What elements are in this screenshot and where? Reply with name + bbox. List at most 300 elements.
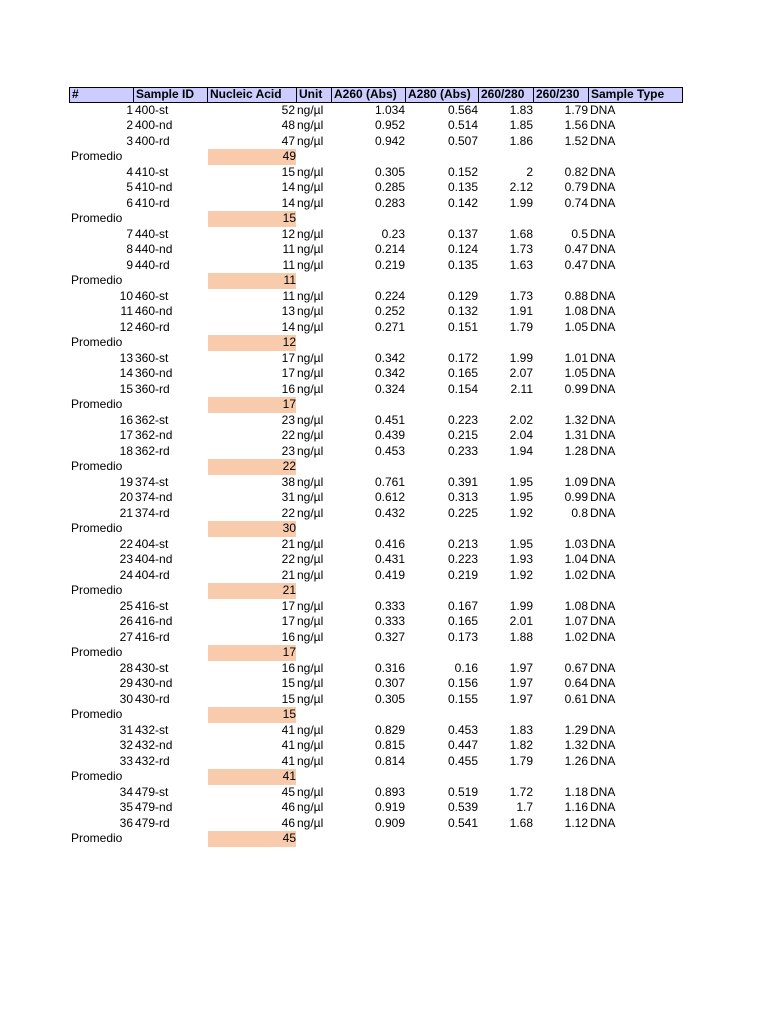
concentration-cell[interactable]: 17	[281, 366, 295, 380]
unit-cell[interactable]: ng/µl	[297, 614, 324, 628]
a280-cell[interactable]: 0.541	[447, 815, 478, 830]
row-number-cell[interactable]: 21	[119, 505, 133, 520]
a280-cell[interactable]: 0.165	[447, 366, 478, 380]
unit-cell[interactable]: ng/µl	[297, 366, 324, 380]
unit-cell[interactable]: ng/µl	[297, 443, 324, 458]
concentration-cell[interactable]: 14	[281, 180, 295, 194]
ratio-260-230-cell[interactable]: 1.32	[564, 738, 588, 752]
ratio-260-280-cell[interactable]: 1.94	[509, 443, 533, 458]
a280-cell[interactable]: 0.215	[447, 428, 478, 442]
ratio-260-230-cell[interactable]: 0.5	[571, 226, 588, 241]
unit-cell[interactable]: ng/µl	[297, 676, 324, 690]
ratio-260-280-cell[interactable]: 1.68	[509, 815, 533, 830]
ratio-260-280-cell[interactable]: 1.97	[509, 660, 533, 675]
a280-cell[interactable]: 0.225	[447, 505, 478, 520]
row-number-cell[interactable]: 23	[119, 552, 133, 566]
unit-cell[interactable]: ng/µl	[297, 288, 324, 303]
unit-cell[interactable]: ng/µl	[297, 304, 324, 318]
concentration-cell[interactable]: 12	[281, 226, 295, 241]
sample-type-cell[interactable]: DNA	[590, 753, 616, 768]
ratio-260-280-cell[interactable]: 1.63	[509, 257, 533, 272]
unit-cell[interactable]: ng/µl	[297, 722, 324, 737]
a260-cell[interactable]: 0.285	[374, 180, 405, 194]
sample-id-cell[interactable]: 430-st	[135, 660, 169, 675]
unit-cell[interactable]: ng/µl	[297, 350, 324, 365]
row-number-cell[interactable]: 30	[119, 691, 133, 706]
ratio-260-230-cell[interactable]: 1.03	[564, 536, 588, 551]
sample-id-cell[interactable]: 400-st	[135, 102, 169, 117]
ratio-260-280-cell[interactable]: 1.86	[509, 133, 533, 148]
concentration-cell[interactable]: 41	[281, 738, 295, 752]
sample-id-cell[interactable]: 440-rd	[135, 257, 170, 272]
sample-id-cell[interactable]: 410-nd	[135, 180, 173, 194]
ratio-260-230-cell[interactable]: 1.04	[564, 552, 588, 566]
sample-id-cell[interactable]: 479-rd	[135, 815, 170, 830]
unit-cell[interactable]: ng/µl	[297, 180, 324, 194]
unit-cell[interactable]: ng/µl	[297, 660, 324, 675]
unit-cell[interactable]: ng/µl	[297, 319, 324, 334]
sample-type-cell[interactable]: DNA	[590, 195, 616, 210]
concentration-cell[interactable]: 21	[281, 536, 295, 551]
concentration-cell[interactable]: 22	[281, 552, 295, 566]
row-number-cell[interactable]: 6	[126, 195, 133, 210]
row-number-cell[interactable]: 1	[126, 102, 133, 117]
unit-cell[interactable]: ng/µl	[297, 800, 324, 814]
concentration-cell[interactable]: 14	[281, 195, 295, 210]
concentration-cell[interactable]: 17	[281, 350, 295, 365]
a260-cell[interactable]: 1.034	[374, 102, 405, 117]
average-value-cell[interactable]: 12	[208, 335, 296, 351]
unit-cell[interactable]: ng/µl	[297, 784, 324, 799]
sample-type-cell[interactable]: DNA	[590, 738, 616, 752]
sample-type-cell[interactable]: DNA	[590, 180, 616, 194]
ratio-260-230-cell[interactable]: 0.67	[564, 660, 588, 675]
ratio-260-230-cell[interactable]: 1.18	[564, 784, 588, 799]
ratio-260-280-cell[interactable]: 1.95	[509, 490, 533, 504]
unit-cell[interactable]: ng/µl	[297, 428, 324, 442]
average-value-cell[interactable]: 22	[208, 459, 296, 475]
a280-cell[interactable]: 0.135	[447, 180, 478, 194]
a280-cell[interactable]: 0.142	[447, 195, 478, 210]
a260-cell[interactable]: 0.23	[381, 226, 405, 241]
unit-cell[interactable]: ng/µl	[297, 474, 324, 489]
sample-type-cell[interactable]: DNA	[590, 691, 616, 706]
header-a260[interactable]: A260 (Abs)	[331, 87, 406, 103]
concentration-cell[interactable]: 46	[281, 815, 295, 830]
a280-cell[interactable]: 0.313	[447, 490, 478, 504]
ratio-260-280-cell[interactable]: 1.79	[509, 319, 533, 334]
unit-cell[interactable]: ng/µl	[297, 505, 324, 520]
sample-id-cell[interactable]: 430-rd	[135, 691, 170, 706]
average-value-cell[interactable]: 11	[208, 273, 296, 289]
a260-cell[interactable]: 0.431	[374, 552, 405, 566]
ratio-260-280-cell[interactable]: 1.68	[509, 226, 533, 241]
concentration-cell[interactable]: 38	[281, 474, 295, 489]
a260-cell[interactable]: 0.305	[374, 164, 405, 179]
sample-id-cell[interactable]: 410-rd	[135, 195, 170, 210]
sample-type-cell[interactable]: DNA	[590, 505, 616, 520]
header-ratio-260-230[interactable]: 260/230	[533, 87, 589, 103]
unit-cell[interactable]: ng/µl	[297, 226, 324, 241]
ratio-260-230-cell[interactable]: 0.99	[564, 490, 588, 504]
a260-cell[interactable]: 0.307	[374, 676, 405, 690]
ratio-260-230-cell[interactable]: 0.64	[564, 676, 588, 690]
sample-type-cell[interactable]: DNA	[590, 490, 616, 504]
concentration-cell[interactable]: 48	[281, 118, 295, 132]
ratio-260-280-cell[interactable]: 1.95	[509, 536, 533, 551]
row-number-cell[interactable]: 4	[126, 164, 133, 179]
average-label[interactable]: Promedio	[71, 459, 123, 473]
row-number-cell[interactable]: 22	[119, 536, 133, 551]
sample-id-cell[interactable]: 432-rd	[135, 753, 170, 768]
concentration-cell[interactable]: 11	[282, 257, 295, 272]
ratio-260-280-cell[interactable]: 2.02	[509, 412, 533, 427]
concentration-cell[interactable]: 41	[281, 722, 295, 737]
a280-cell[interactable]: 0.453	[447, 722, 478, 737]
sample-type-cell[interactable]: DNA	[590, 614, 616, 628]
sample-type-cell[interactable]: DNA	[590, 304, 616, 318]
row-number-cell[interactable]: 19	[119, 474, 133, 489]
sample-type-cell[interactable]: DNA	[590, 443, 616, 458]
sample-id-cell[interactable]: 460-rd	[135, 319, 170, 334]
ratio-260-280-cell[interactable]: 1.97	[509, 676, 533, 690]
row-number-cell[interactable]: 16	[119, 412, 133, 427]
concentration-cell[interactable]: 41	[281, 753, 295, 768]
row-number-cell[interactable]: 9	[126, 257, 133, 272]
sample-id-cell[interactable]: 404-nd	[135, 552, 173, 566]
a260-cell[interactable]: 0.909	[374, 815, 405, 830]
sample-type-cell[interactable]: DNA	[590, 567, 616, 582]
a280-cell[interactable]: 0.539	[447, 800, 478, 814]
sample-type-cell[interactable]: DNA	[590, 676, 616, 690]
row-number-cell[interactable]: 12	[119, 319, 133, 334]
unit-cell[interactable]: ng/µl	[297, 815, 324, 830]
header-sample-id[interactable]: Sample ID	[133, 87, 208, 103]
ratio-260-280-cell[interactable]: 2	[526, 164, 533, 179]
sample-id-cell[interactable]: 362-st	[135, 412, 169, 427]
unit-cell[interactable]: ng/µl	[297, 257, 324, 272]
a260-cell[interactable]: 0.439	[374, 428, 405, 442]
unit-cell[interactable]: ng/µl	[297, 102, 324, 117]
sample-id-cell[interactable]: 360-rd	[135, 381, 170, 396]
unit-cell[interactable]: ng/µl	[297, 490, 324, 504]
unit-cell[interactable]: ng/µl	[297, 133, 324, 148]
sample-type-cell[interactable]: DNA	[590, 133, 616, 148]
concentration-cell[interactable]: 17	[281, 614, 295, 628]
a280-cell[interactable]: 0.156	[447, 676, 478, 690]
a260-cell[interactable]: 0.451	[374, 412, 405, 427]
ratio-260-280-cell[interactable]: 1.73	[509, 242, 533, 256]
sample-id-cell[interactable]: 416-rd	[135, 629, 170, 644]
ratio-260-230-cell[interactable]: 0.61	[564, 691, 588, 706]
average-label[interactable]: Promedio	[71, 397, 123, 411]
sample-type-cell[interactable]: DNA	[590, 536, 616, 551]
average-label[interactable]: Promedio	[71, 149, 123, 163]
row-number-cell[interactable]: 2	[126, 118, 133, 132]
ratio-260-280-cell[interactable]: 1.93	[509, 552, 533, 566]
row-number-cell[interactable]: 20	[119, 490, 133, 504]
sample-type-cell[interactable]: DNA	[590, 629, 616, 644]
row-number-cell[interactable]: 27	[119, 629, 133, 644]
average-value-cell[interactable]: 45	[208, 831, 296, 847]
sample-id-cell[interactable]: 432-st	[135, 722, 169, 737]
sample-id-cell[interactable]: 440-st	[135, 226, 169, 241]
ratio-260-280-cell[interactable]: 1.97	[509, 691, 533, 706]
a260-cell[interactable]: 0.333	[374, 614, 405, 628]
header-a280[interactable]: A280 (Abs)	[405, 87, 479, 103]
concentration-cell[interactable]: 14	[281, 319, 295, 334]
a280-cell[interactable]: 0.16	[454, 660, 478, 675]
a260-cell[interactable]: 0.416	[374, 536, 405, 551]
a280-cell[interactable]: 0.173	[447, 629, 478, 644]
ratio-260-230-cell[interactable]: 0.99	[564, 381, 588, 396]
concentration-cell[interactable]: 15	[281, 676, 295, 690]
a260-cell[interactable]: 0.761	[374, 474, 405, 489]
a260-cell[interactable]: 0.952	[374, 118, 405, 132]
header-unit[interactable]: Unit	[296, 87, 332, 103]
a280-cell[interactable]: 0.151	[447, 319, 478, 334]
ratio-260-230-cell[interactable]: 1.01	[564, 350, 588, 365]
sample-id-cell[interactable]: 374-rd	[135, 505, 170, 520]
average-value-cell[interactable]: 17	[208, 645, 296, 661]
ratio-260-230-cell[interactable]: 1.07	[564, 614, 588, 628]
header-nucleic-acid[interactable]: Nucleic Acid	[207, 87, 297, 103]
concentration-cell[interactable]: 23	[281, 443, 295, 458]
average-label[interactable]: Promedio	[71, 521, 123, 535]
a260-cell[interactable]: 0.214	[374, 242, 405, 256]
a260-cell[interactable]: 0.815	[374, 738, 405, 752]
concentration-cell[interactable]: 23	[281, 412, 295, 427]
a260-cell[interactable]: 0.432	[374, 505, 405, 520]
average-label[interactable]: Promedio	[71, 273, 123, 287]
unit-cell[interactable]: ng/µl	[297, 753, 324, 768]
a280-cell[interactable]: 0.152	[447, 164, 478, 179]
sample-id-cell[interactable]: 362-nd	[135, 428, 173, 442]
row-number-cell[interactable]: 36	[119, 815, 133, 830]
a260-cell[interactable]: 0.419	[374, 567, 405, 582]
row-number-cell[interactable]: 29	[119, 676, 133, 690]
a260-cell[interactable]: 0.612	[374, 490, 405, 504]
row-number-cell[interactable]: 5	[126, 180, 133, 194]
a280-cell[interactable]: 0.155	[447, 691, 478, 706]
concentration-cell[interactable]: 46	[281, 800, 295, 814]
a280-cell[interactable]: 0.455	[447, 753, 478, 768]
unit-cell[interactable]: ng/µl	[297, 567, 324, 582]
a280-cell[interactable]: 0.219	[447, 567, 478, 582]
concentration-cell[interactable]: 17	[281, 598, 295, 613]
ratio-260-230-cell[interactable]: 1.56	[564, 118, 588, 132]
row-number-cell[interactable]: 28	[119, 660, 133, 675]
a260-cell[interactable]: 0.453	[374, 443, 405, 458]
unit-cell[interactable]: ng/µl	[297, 412, 324, 427]
ratio-260-230-cell[interactable]: 1.08	[564, 598, 588, 613]
a260-cell[interactable]: 0.342	[374, 366, 405, 380]
a260-cell[interactable]: 0.342	[374, 350, 405, 365]
row-number-cell[interactable]: 35	[119, 800, 133, 814]
sample-id-cell[interactable]: 404-rd	[135, 567, 170, 582]
ratio-260-280-cell[interactable]: 1.83	[509, 722, 533, 737]
a260-cell[interactable]: 0.219	[374, 257, 405, 272]
sample-type-cell[interactable]: DNA	[590, 660, 616, 675]
a280-cell[interactable]: 0.507	[447, 133, 478, 148]
unit-cell[interactable]: ng/µl	[297, 381, 324, 396]
unit-cell[interactable]: ng/µl	[297, 691, 324, 706]
sample-type-cell[interactable]: DNA	[590, 722, 616, 737]
ratio-260-230-cell[interactable]: 1.02	[564, 567, 588, 582]
sample-type-cell[interactable]: DNA	[590, 381, 616, 396]
concentration-cell[interactable]: 22	[281, 428, 295, 442]
row-number-cell[interactable]: 10	[119, 288, 133, 303]
sample-id-cell[interactable]: 360-st	[135, 350, 169, 365]
sample-id-cell[interactable]: 404-st	[135, 536, 169, 551]
average-value-cell[interactable]: 30	[208, 521, 296, 537]
ratio-260-280-cell[interactable]: 1.99	[509, 598, 533, 613]
average-label[interactable]: Promedio	[71, 831, 123, 845]
concentration-cell[interactable]: 47	[281, 133, 295, 148]
ratio-260-230-cell[interactable]: 1.26	[564, 753, 588, 768]
concentration-cell[interactable]: 11	[282, 288, 295, 303]
ratio-260-230-cell[interactable]: 1.02	[564, 629, 588, 644]
sample-type-cell[interactable]: DNA	[590, 102, 616, 117]
sample-type-cell[interactable]: DNA	[590, 815, 616, 830]
a280-cell[interactable]: 0.154	[447, 381, 478, 396]
a280-cell[interactable]: 0.223	[447, 552, 478, 566]
sample-id-cell[interactable]: 374-nd	[135, 490, 173, 504]
a280-cell[interactable]: 0.132	[447, 304, 478, 318]
average-label[interactable]: Promedio	[71, 583, 123, 597]
sample-id-cell[interactable]: 400-nd	[135, 118, 173, 132]
ratio-260-280-cell[interactable]: 2.07	[509, 366, 533, 380]
sample-id-cell[interactable]: 479-nd	[135, 800, 173, 814]
a260-cell[interactable]: 0.333	[374, 598, 405, 613]
sample-type-cell[interactable]: DNA	[590, 800, 616, 814]
unit-cell[interactable]: ng/µl	[297, 598, 324, 613]
sample-id-cell[interactable]: 430-nd	[135, 676, 173, 690]
header-sample-type[interactable]: Sample Type	[588, 87, 683, 103]
a260-cell[interactable]: 0.252	[374, 304, 405, 318]
ratio-260-230-cell[interactable]: 1.16	[564, 800, 588, 814]
ratio-260-280-cell[interactable]: 1.95	[509, 474, 533, 489]
ratio-260-230-cell[interactable]: 0.88	[564, 288, 588, 303]
sample-id-cell[interactable]: 416-st	[135, 598, 169, 613]
ratio-260-230-cell[interactable]: 0.82	[564, 164, 588, 179]
row-number-cell[interactable]: 8	[126, 242, 133, 256]
ratio-260-230-cell[interactable]: 0.8	[571, 505, 588, 520]
sample-id-cell[interactable]: 360-nd	[135, 366, 173, 380]
sample-id-cell[interactable]: 374-st	[135, 474, 169, 489]
row-number-cell[interactable]: 11	[120, 304, 133, 318]
unit-cell[interactable]: ng/µl	[297, 195, 324, 210]
a280-cell[interactable]: 0.233	[447, 443, 478, 458]
average-label[interactable]: Promedio	[71, 769, 123, 783]
ratio-260-280-cell[interactable]: 1.91	[509, 304, 533, 318]
ratio-260-280-cell[interactable]: 2.12	[509, 180, 533, 194]
ratio-260-280-cell[interactable]: 1.82	[509, 738, 533, 752]
unit-cell[interactable]: ng/µl	[297, 738, 324, 752]
a260-cell[interactable]: 0.324	[374, 381, 405, 396]
ratio-260-280-cell[interactable]: 2.01	[509, 614, 533, 628]
row-number-cell[interactable]: 13	[119, 350, 133, 365]
average-label[interactable]: Promedio	[71, 211, 123, 225]
row-number-cell[interactable]: 34	[119, 784, 133, 799]
ratio-260-230-cell[interactable]: 1.52	[564, 133, 588, 148]
ratio-260-230-cell[interactable]: 1.29	[564, 722, 588, 737]
a280-cell[interactable]: 0.137	[447, 226, 478, 241]
a280-cell[interactable]: 0.129	[447, 288, 478, 303]
a280-cell[interactable]: 0.519	[447, 784, 478, 799]
ratio-260-280-cell[interactable]: 1.73	[509, 288, 533, 303]
concentration-cell[interactable]: 13	[281, 304, 295, 318]
average-value-cell[interactable]: 17	[208, 397, 296, 413]
a260-cell[interactable]: 0.224	[374, 288, 405, 303]
row-number-cell[interactable]: 17	[119, 428, 133, 442]
sample-id-cell[interactable]: 400-rd	[135, 133, 170, 148]
sample-type-cell[interactable]: DNA	[590, 428, 616, 442]
ratio-260-280-cell[interactable]: 1.92	[509, 505, 533, 520]
concentration-cell[interactable]: 21	[281, 567, 295, 582]
a260-cell[interactable]: 0.814	[374, 753, 405, 768]
ratio-260-230-cell[interactable]: 1.05	[564, 319, 588, 334]
ratio-260-230-cell[interactable]: 1.32	[564, 412, 588, 427]
a280-cell[interactable]: 0.514	[447, 118, 478, 132]
concentration-cell[interactable]: 16	[281, 660, 295, 675]
row-number-cell[interactable]: 32	[119, 738, 133, 752]
sample-id-cell[interactable]: 410-st	[135, 164, 169, 179]
sample-type-cell[interactable]: DNA	[590, 319, 616, 334]
ratio-260-280-cell[interactable]: 1.92	[509, 567, 533, 582]
a260-cell[interactable]: 0.829	[374, 722, 405, 737]
average-label[interactable]: Promedio	[71, 707, 123, 721]
unit-cell[interactable]: ng/µl	[297, 552, 324, 566]
concentration-cell[interactable]: 15	[281, 164, 295, 179]
sample-id-cell[interactable]: 460-st	[135, 288, 169, 303]
sample-type-cell[interactable]: DNA	[590, 350, 616, 365]
unit-cell[interactable]: ng/µl	[297, 118, 324, 132]
header-index[interactable]: #	[69, 87, 134, 103]
average-value-cell[interactable]: 49	[208, 149, 296, 165]
a260-cell[interactable]: 0.942	[374, 133, 405, 148]
sample-type-cell[interactable]: DNA	[590, 598, 616, 613]
a260-cell[interactable]: 0.893	[374, 784, 405, 799]
average-value-cell[interactable]: 41	[208, 769, 296, 785]
row-number-cell[interactable]: 25	[119, 598, 133, 613]
row-number-cell[interactable]: 14	[119, 366, 133, 380]
a280-cell[interactable]: 0.447	[447, 738, 478, 752]
ratio-260-280-cell[interactable]: 1.79	[509, 753, 533, 768]
sample-id-cell[interactable]: 416-nd	[135, 614, 173, 628]
ratio-260-230-cell[interactable]: 0.79	[564, 180, 588, 194]
sample-type-cell[interactable]: DNA	[590, 118, 616, 132]
sample-type-cell[interactable]: DNA	[590, 474, 616, 489]
a280-cell[interactable]: 0.223	[447, 412, 478, 427]
ratio-260-280-cell[interactable]: 1.99	[509, 195, 533, 210]
row-number-cell[interactable]: 3	[126, 133, 133, 148]
average-label[interactable]: Promedio	[71, 645, 123, 659]
a280-cell[interactable]: 0.167	[447, 598, 478, 613]
row-number-cell[interactable]: 24	[119, 567, 133, 582]
average-label[interactable]: Promedio	[71, 335, 123, 349]
unit-cell[interactable]: ng/µl	[297, 164, 324, 179]
a280-cell[interactable]: 0.135	[447, 257, 478, 272]
unit-cell[interactable]: ng/µl	[297, 536, 324, 551]
ratio-260-280-cell[interactable]: 2.11	[510, 381, 533, 396]
row-number-cell[interactable]: 18	[119, 443, 133, 458]
sample-type-cell[interactable]: DNA	[590, 366, 616, 380]
a260-cell[interactable]: 0.316	[374, 660, 405, 675]
ratio-260-230-cell[interactable]: 1.79	[564, 102, 588, 117]
ratio-260-230-cell[interactable]: 1.28	[564, 443, 588, 458]
sample-type-cell[interactable]: DNA	[590, 257, 616, 272]
